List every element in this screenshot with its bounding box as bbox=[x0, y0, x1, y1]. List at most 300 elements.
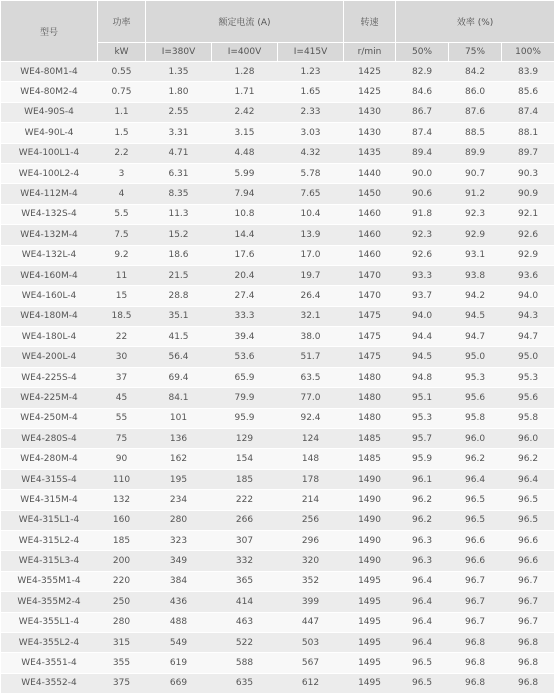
cell-model: WE4-90L-4 bbox=[1, 123, 98, 143]
cell-eff-75: 93.1 bbox=[449, 245, 502, 265]
cell-eff-50: 95.3 bbox=[396, 408, 449, 428]
cell-current-380: 11.3 bbox=[146, 204, 212, 224]
cell-current-415: 77.0 bbox=[278, 388, 344, 408]
cell-current-415: 256 bbox=[278, 510, 344, 530]
cell-current-400: 365 bbox=[212, 571, 278, 591]
cell-speed: 1440 bbox=[344, 163, 396, 183]
cell-speed: 1480 bbox=[344, 388, 396, 408]
cell-current-415: 352 bbox=[278, 571, 344, 591]
table-row bbox=[1, 449, 554, 469]
cell-eff-50: 92.3 bbox=[396, 225, 449, 245]
cell-current-400: 39.4 bbox=[212, 327, 278, 347]
cell-power: 160 bbox=[98, 510, 146, 530]
cell-current-380: 436 bbox=[146, 592, 212, 612]
cell-current-400: 414 bbox=[212, 592, 278, 612]
header-current-400: I=400V bbox=[212, 43, 278, 62]
cell-model: WE4-100L1-4 bbox=[1, 143, 98, 163]
cell-power: 75 bbox=[98, 429, 146, 449]
cell-eff-75: 96.2 bbox=[449, 449, 502, 469]
cell-power: 22 bbox=[98, 327, 146, 347]
cell-current-415: 92.4 bbox=[278, 408, 344, 428]
cell-speed: 1490 bbox=[344, 490, 396, 510]
cell-eff-75: 95.8 bbox=[449, 408, 502, 428]
cell-eff-75: 95.3 bbox=[449, 367, 502, 387]
cell-eff-100: 96.8 bbox=[502, 653, 554, 673]
header-model: 型号 bbox=[1, 1, 98, 62]
table-row bbox=[1, 225, 554, 245]
cell-current-380: 195 bbox=[146, 469, 212, 489]
cell-current-415: 17.0 bbox=[278, 245, 344, 265]
cell-current-380: 41.5 bbox=[146, 327, 212, 347]
table-row bbox=[1, 265, 554, 285]
cell-eff-75: 90.7 bbox=[449, 163, 502, 183]
cell-current-380: 384 bbox=[146, 571, 212, 591]
cell-current-415: 320 bbox=[278, 551, 344, 571]
cell-eff-100: 88.1 bbox=[502, 123, 554, 143]
cell-eff-75: 96.0 bbox=[449, 429, 502, 449]
cell-speed: 1475 bbox=[344, 306, 396, 326]
cell-current-415: 3.03 bbox=[278, 123, 344, 143]
cell-current-380: 488 bbox=[146, 612, 212, 632]
cell-eff-100: 96.6 bbox=[502, 530, 554, 550]
table-row bbox=[1, 490, 554, 510]
cell-eff-50: 90.0 bbox=[396, 163, 449, 183]
cell-model: WE4-250M-4 bbox=[1, 408, 98, 428]
cell-power: 30 bbox=[98, 347, 146, 367]
cell-speed: 1470 bbox=[344, 265, 396, 285]
cell-power: 18.5 bbox=[98, 306, 146, 326]
cell-speed: 1495 bbox=[344, 673, 396, 693]
cell-eff-100: 96.2 bbox=[502, 449, 554, 469]
cell-current-380: 21.5 bbox=[146, 265, 212, 285]
cell-speed: 1460 bbox=[344, 245, 396, 265]
table-row bbox=[1, 653, 554, 673]
cell-current-380: 162 bbox=[146, 449, 212, 469]
cell-current-380: 101 bbox=[146, 408, 212, 428]
cell-eff-50: 96.5 bbox=[396, 673, 449, 693]
table-row bbox=[1, 592, 554, 612]
cell-model: WE4-180L-4 bbox=[1, 327, 98, 347]
table-row bbox=[1, 571, 554, 591]
cell-speed: 1495 bbox=[344, 612, 396, 632]
cell-current-415: 148 bbox=[278, 449, 344, 469]
cell-eff-100: 83.9 bbox=[502, 62, 554, 82]
cell-eff-100: 96.8 bbox=[502, 632, 554, 652]
cell-current-400: 95.9 bbox=[212, 408, 278, 428]
cell-eff-75: 93.8 bbox=[449, 265, 502, 285]
cell-speed: 1460 bbox=[344, 225, 396, 245]
cell-eff-75: 96.7 bbox=[449, 571, 502, 591]
cell-current-415: 447 bbox=[278, 612, 344, 632]
cell-current-415: 19.7 bbox=[278, 265, 344, 285]
header-speed: 转速 bbox=[344, 1, 396, 43]
cell-current-400: 222 bbox=[212, 490, 278, 510]
cell-current-380: 3.31 bbox=[146, 123, 212, 143]
cell-current-415: 51.7 bbox=[278, 347, 344, 367]
cell-current-400: 10.8 bbox=[212, 204, 278, 224]
cell-current-400: 2.42 bbox=[212, 102, 278, 122]
cell-eff-100: 94.0 bbox=[502, 286, 554, 306]
cell-current-400: 522 bbox=[212, 632, 278, 652]
cell-current-400: 53.6 bbox=[212, 347, 278, 367]
cell-current-380: 15.2 bbox=[146, 225, 212, 245]
cell-power: 55 bbox=[98, 408, 146, 428]
table-row bbox=[1, 163, 554, 183]
cell-model: WE4-180M-4 bbox=[1, 306, 98, 326]
cell-speed: 1495 bbox=[344, 571, 396, 591]
table-row bbox=[1, 551, 554, 571]
cell-current-380: 349 bbox=[146, 551, 212, 571]
cell-eff-75: 92.9 bbox=[449, 225, 502, 245]
table-row bbox=[1, 245, 554, 265]
cell-eff-50: 96.3 bbox=[396, 551, 449, 571]
cell-speed: 1495 bbox=[344, 653, 396, 673]
table-row bbox=[1, 204, 554, 224]
cell-eff-50: 93.7 bbox=[396, 286, 449, 306]
header-current: 额定电流 (A) bbox=[146, 1, 344, 43]
cell-current-400: 154 bbox=[212, 449, 278, 469]
cell-eff-75: 84.2 bbox=[449, 62, 502, 82]
cell-eff-100: 96.5 bbox=[502, 490, 554, 510]
table-row bbox=[1, 429, 554, 449]
cell-current-415: 13.9 bbox=[278, 225, 344, 245]
cell-current-400: 1.71 bbox=[212, 82, 278, 102]
cell-model: WE4-355L1-4 bbox=[1, 612, 98, 632]
cell-eff-50: 96.5 bbox=[396, 653, 449, 673]
cell-eff-100: 93.6 bbox=[502, 265, 554, 285]
cell-current-380: 18.6 bbox=[146, 245, 212, 265]
cell-eff-50: 84.6 bbox=[396, 82, 449, 102]
cell-current-400: 332 bbox=[212, 551, 278, 571]
cell-eff-75: 96.8 bbox=[449, 673, 502, 693]
cell-current-415: 1.65 bbox=[278, 82, 344, 102]
cell-power: 9.2 bbox=[98, 245, 146, 265]
table-header bbox=[1, 1, 554, 62]
cell-eff-100: 95.0 bbox=[502, 347, 554, 367]
table-row bbox=[1, 62, 554, 82]
cell-current-415: 2.33 bbox=[278, 102, 344, 122]
cell-power: 3 bbox=[98, 163, 146, 183]
table-body bbox=[1, 62, 554, 694]
cell-current-400: 4.48 bbox=[212, 143, 278, 163]
cell-current-380: 4.71 bbox=[146, 143, 212, 163]
cell-model: WE4-280M-4 bbox=[1, 449, 98, 469]
cell-eff-75: 94.2 bbox=[449, 286, 502, 306]
cell-speed: 1430 bbox=[344, 102, 396, 122]
cell-current-415: 4.32 bbox=[278, 143, 344, 163]
cell-current-380: 323 bbox=[146, 530, 212, 550]
cell-speed: 1425 bbox=[344, 62, 396, 82]
cell-current-400: 307 bbox=[212, 530, 278, 550]
table-row bbox=[1, 530, 554, 550]
cell-model: WE4-132M-4 bbox=[1, 225, 98, 245]
cell-eff-50: 92.6 bbox=[396, 245, 449, 265]
table-row bbox=[1, 388, 554, 408]
table-row bbox=[1, 673, 554, 693]
cell-current-415: 7.65 bbox=[278, 184, 344, 204]
cell-eff-100: 96.0 bbox=[502, 429, 554, 449]
cell-power: 37 bbox=[98, 367, 146, 387]
cell-power: 220 bbox=[98, 571, 146, 591]
cell-model: WE4-160M-4 bbox=[1, 265, 98, 285]
cell-power: 355 bbox=[98, 653, 146, 673]
table-row bbox=[1, 286, 554, 306]
table-row bbox=[1, 82, 554, 102]
cell-current-415: 214 bbox=[278, 490, 344, 510]
cell-current-415: 612 bbox=[278, 673, 344, 693]
cell-eff-100: 96.7 bbox=[502, 571, 554, 591]
cell-speed: 1430 bbox=[344, 123, 396, 143]
cell-current-400: 635 bbox=[212, 673, 278, 693]
cell-eff-100: 95.3 bbox=[502, 367, 554, 387]
cell-power: 1.5 bbox=[98, 123, 146, 143]
cell-current-415: 32.1 bbox=[278, 306, 344, 326]
cell-current-400: 463 bbox=[212, 612, 278, 632]
cell-current-400: 14.4 bbox=[212, 225, 278, 245]
cell-eff-50: 94.8 bbox=[396, 367, 449, 387]
header-eff-100: 100% bbox=[502, 43, 554, 62]
cell-current-380: 35.1 bbox=[146, 306, 212, 326]
table-row bbox=[1, 408, 554, 428]
cell-eff-50: 96.2 bbox=[396, 510, 449, 530]
cell-eff-100: 96.7 bbox=[502, 612, 554, 632]
cell-eff-50: 93.3 bbox=[396, 265, 449, 285]
cell-current-400: 20.4 bbox=[212, 265, 278, 285]
cell-model: WE4-112M-4 bbox=[1, 184, 98, 204]
cell-current-400: 1.28 bbox=[212, 62, 278, 82]
cell-model: WE4-3551-4 bbox=[1, 653, 98, 673]
cell-eff-50: 96.1 bbox=[396, 469, 449, 489]
cell-eff-50: 95.1 bbox=[396, 388, 449, 408]
cell-model: WE4-160L-4 bbox=[1, 286, 98, 306]
cell-current-400: 17.6 bbox=[212, 245, 278, 265]
cell-eff-75: 88.5 bbox=[449, 123, 502, 143]
cell-current-380: 84.1 bbox=[146, 388, 212, 408]
cell-eff-50: 90.6 bbox=[396, 184, 449, 204]
table-row bbox=[1, 306, 554, 326]
cell-power: 280 bbox=[98, 612, 146, 632]
cell-speed: 1425 bbox=[344, 82, 396, 102]
table-row bbox=[1, 327, 554, 347]
cell-power: 90 bbox=[98, 449, 146, 469]
cell-eff-100: 96.6 bbox=[502, 551, 554, 571]
cell-eff-100: 96.5 bbox=[502, 510, 554, 530]
cell-current-380: 56.4 bbox=[146, 347, 212, 367]
cell-model: WE4-225S-4 bbox=[1, 367, 98, 387]
cell-power: 7.5 bbox=[98, 225, 146, 245]
cell-eff-75: 92.3 bbox=[449, 204, 502, 224]
cell-speed: 1490 bbox=[344, 551, 396, 571]
cell-current-380: 280 bbox=[146, 510, 212, 530]
cell-current-380: 28.8 bbox=[146, 286, 212, 306]
cell-eff-50: 82.9 bbox=[396, 62, 449, 82]
cell-eff-75: 95.0 bbox=[449, 347, 502, 367]
cell-power: 132 bbox=[98, 490, 146, 510]
cell-power: 315 bbox=[98, 632, 146, 652]
cell-speed: 1495 bbox=[344, 592, 396, 612]
cell-eff-75: 95.6 bbox=[449, 388, 502, 408]
cell-current-415: 1.23 bbox=[278, 62, 344, 82]
cell-eff-75: 91.2 bbox=[449, 184, 502, 204]
cell-eff-100: 96.7 bbox=[502, 592, 554, 612]
cell-model: WE4-3552-4 bbox=[1, 673, 98, 693]
cell-model: WE4-132L-4 bbox=[1, 245, 98, 265]
cell-power: 45 bbox=[98, 388, 146, 408]
cell-current-400: 79.9 bbox=[212, 388, 278, 408]
cell-eff-50: 95.9 bbox=[396, 449, 449, 469]
cell-eff-50: 96.4 bbox=[396, 632, 449, 652]
cell-current-415: 63.5 bbox=[278, 367, 344, 387]
cell-power: 11 bbox=[98, 265, 146, 285]
cell-eff-75: 87.6 bbox=[449, 102, 502, 122]
cell-eff-50: 94.4 bbox=[396, 327, 449, 347]
cell-speed: 1450 bbox=[344, 184, 396, 204]
cell-eff-75: 96.8 bbox=[449, 632, 502, 652]
cell-current-380: 69.4 bbox=[146, 367, 212, 387]
cell-eff-100: 96.4 bbox=[502, 469, 554, 489]
cell-current-400: 33.3 bbox=[212, 306, 278, 326]
cell-current-400: 65.9 bbox=[212, 367, 278, 387]
cell-eff-100: 94.7 bbox=[502, 327, 554, 347]
cell-current-415: 38.0 bbox=[278, 327, 344, 347]
cell-current-415: 26.4 bbox=[278, 286, 344, 306]
cell-eff-75: 94.5 bbox=[449, 306, 502, 326]
table-row bbox=[1, 510, 554, 530]
cell-current-380: 619 bbox=[146, 653, 212, 673]
cell-current-380: 6.31 bbox=[146, 163, 212, 183]
cell-model: WE4-315L3-4 bbox=[1, 551, 98, 571]
cell-speed: 1475 bbox=[344, 347, 396, 367]
cell-current-415: 399 bbox=[278, 592, 344, 612]
cell-model: WE4-315M-4 bbox=[1, 490, 98, 510]
cell-eff-50: 87.4 bbox=[396, 123, 449, 143]
cell-eff-100: 89.7 bbox=[502, 143, 554, 163]
cell-power: 15 bbox=[98, 286, 146, 306]
cell-eff-100: 96.8 bbox=[502, 673, 554, 693]
cell-speed: 1460 bbox=[344, 204, 396, 224]
cell-eff-75: 96.8 bbox=[449, 653, 502, 673]
cell-eff-100: 90.3 bbox=[502, 163, 554, 183]
cell-eff-75: 96.4 bbox=[449, 469, 502, 489]
cell-current-400: 7.94 bbox=[212, 184, 278, 204]
cell-eff-100: 95.6 bbox=[502, 388, 554, 408]
header-current-415: I=415V bbox=[278, 43, 344, 62]
cell-current-380: 2.55 bbox=[146, 102, 212, 122]
cell-current-415: 503 bbox=[278, 632, 344, 652]
cell-current-380: 669 bbox=[146, 673, 212, 693]
cell-eff-50: 94.0 bbox=[396, 306, 449, 326]
table-row bbox=[1, 184, 554, 204]
cell-current-380: 234 bbox=[146, 490, 212, 510]
cell-power: 0.55 bbox=[98, 62, 146, 82]
cell-eff-100: 94.3 bbox=[502, 306, 554, 326]
header-efficiency: 效率 (%) bbox=[396, 1, 554, 43]
cell-eff-50: 96.3 bbox=[396, 530, 449, 550]
header-current-380: I=380V bbox=[146, 43, 212, 62]
cell-eff-50: 91.8 bbox=[396, 204, 449, 224]
cell-eff-75: 96.6 bbox=[449, 551, 502, 571]
cell-current-415: 178 bbox=[278, 469, 344, 489]
cell-current-415: 10.4 bbox=[278, 204, 344, 224]
cell-model: WE4-355M2-4 bbox=[1, 592, 98, 612]
cell-speed: 1495 bbox=[344, 632, 396, 652]
cell-current-415: 296 bbox=[278, 530, 344, 550]
cell-model: WE4-355M1-4 bbox=[1, 571, 98, 591]
cell-speed: 1470 bbox=[344, 286, 396, 306]
cell-model: WE4-315S-4 bbox=[1, 469, 98, 489]
cell-speed: 1485 bbox=[344, 449, 396, 469]
cell-eff-100: 92.1 bbox=[502, 204, 554, 224]
cell-speed: 1435 bbox=[344, 143, 396, 163]
cell-speed: 1490 bbox=[344, 530, 396, 550]
cell-eff-75: 96.6 bbox=[449, 530, 502, 550]
cell-eff-50: 96.2 bbox=[396, 490, 449, 510]
cell-eff-100: 90.9 bbox=[502, 184, 554, 204]
cell-model: WE4-132S-4 bbox=[1, 204, 98, 224]
cell-current-380: 1.80 bbox=[146, 82, 212, 102]
cell-eff-75: 89.9 bbox=[449, 143, 502, 163]
cell-eff-50: 94.5 bbox=[396, 347, 449, 367]
cell-model: WE4-90S-4 bbox=[1, 102, 98, 122]
table-row bbox=[1, 469, 554, 489]
cell-eff-75: 96.7 bbox=[449, 592, 502, 612]
cell-eff-50: 96.4 bbox=[396, 592, 449, 612]
header-power: 功率 bbox=[98, 1, 146, 43]
cell-eff-75: 94.7 bbox=[449, 327, 502, 347]
cell-speed: 1480 bbox=[344, 367, 396, 387]
cell-model: WE4-355L2-4 bbox=[1, 632, 98, 652]
cell-current-415: 124 bbox=[278, 429, 344, 449]
cell-model: WE4-315L2-4 bbox=[1, 530, 98, 550]
table-row bbox=[1, 102, 554, 122]
cell-power: 2.2 bbox=[98, 143, 146, 163]
table-row bbox=[1, 123, 554, 143]
cell-current-400: 3.15 bbox=[212, 123, 278, 143]
table-row bbox=[1, 143, 554, 163]
cell-current-400: 588 bbox=[212, 653, 278, 673]
table-row bbox=[1, 347, 554, 367]
header-speed-unit: r/min bbox=[344, 43, 396, 62]
cell-speed: 1480 bbox=[344, 408, 396, 428]
cell-speed: 1485 bbox=[344, 429, 396, 449]
cell-power: 200 bbox=[98, 551, 146, 571]
cell-speed: 1490 bbox=[344, 510, 396, 530]
cell-model: WE4-200L-4 bbox=[1, 347, 98, 367]
cell-current-380: 549 bbox=[146, 632, 212, 652]
table-row bbox=[1, 367, 554, 387]
cell-eff-50: 95.7 bbox=[396, 429, 449, 449]
header-power-unit: kW bbox=[98, 43, 146, 62]
cell-current-380: 136 bbox=[146, 429, 212, 449]
cell-current-400: 266 bbox=[212, 510, 278, 530]
cell-eff-75: 86.0 bbox=[449, 82, 502, 102]
cell-power: 5.5 bbox=[98, 204, 146, 224]
cell-model: WE4-315L1-4 bbox=[1, 510, 98, 530]
cell-model: WE4-80M1-4 bbox=[1, 62, 98, 82]
cell-eff-50: 89.4 bbox=[396, 143, 449, 163]
table-row bbox=[1, 632, 554, 652]
cell-model: WE4-280S-4 bbox=[1, 429, 98, 449]
cell-eff-75: 96.5 bbox=[449, 510, 502, 530]
cell-eff-100: 95.8 bbox=[502, 408, 554, 428]
cell-eff-75: 96.5 bbox=[449, 490, 502, 510]
header-eff-50: 50% bbox=[396, 43, 449, 62]
cell-model: WE4-100L2-4 bbox=[1, 163, 98, 183]
cell-eff-100: 85.6 bbox=[502, 82, 554, 102]
cell-eff-100: 87.4 bbox=[502, 102, 554, 122]
cell-eff-50: 96.4 bbox=[396, 612, 449, 632]
cell-power: 375 bbox=[98, 673, 146, 693]
